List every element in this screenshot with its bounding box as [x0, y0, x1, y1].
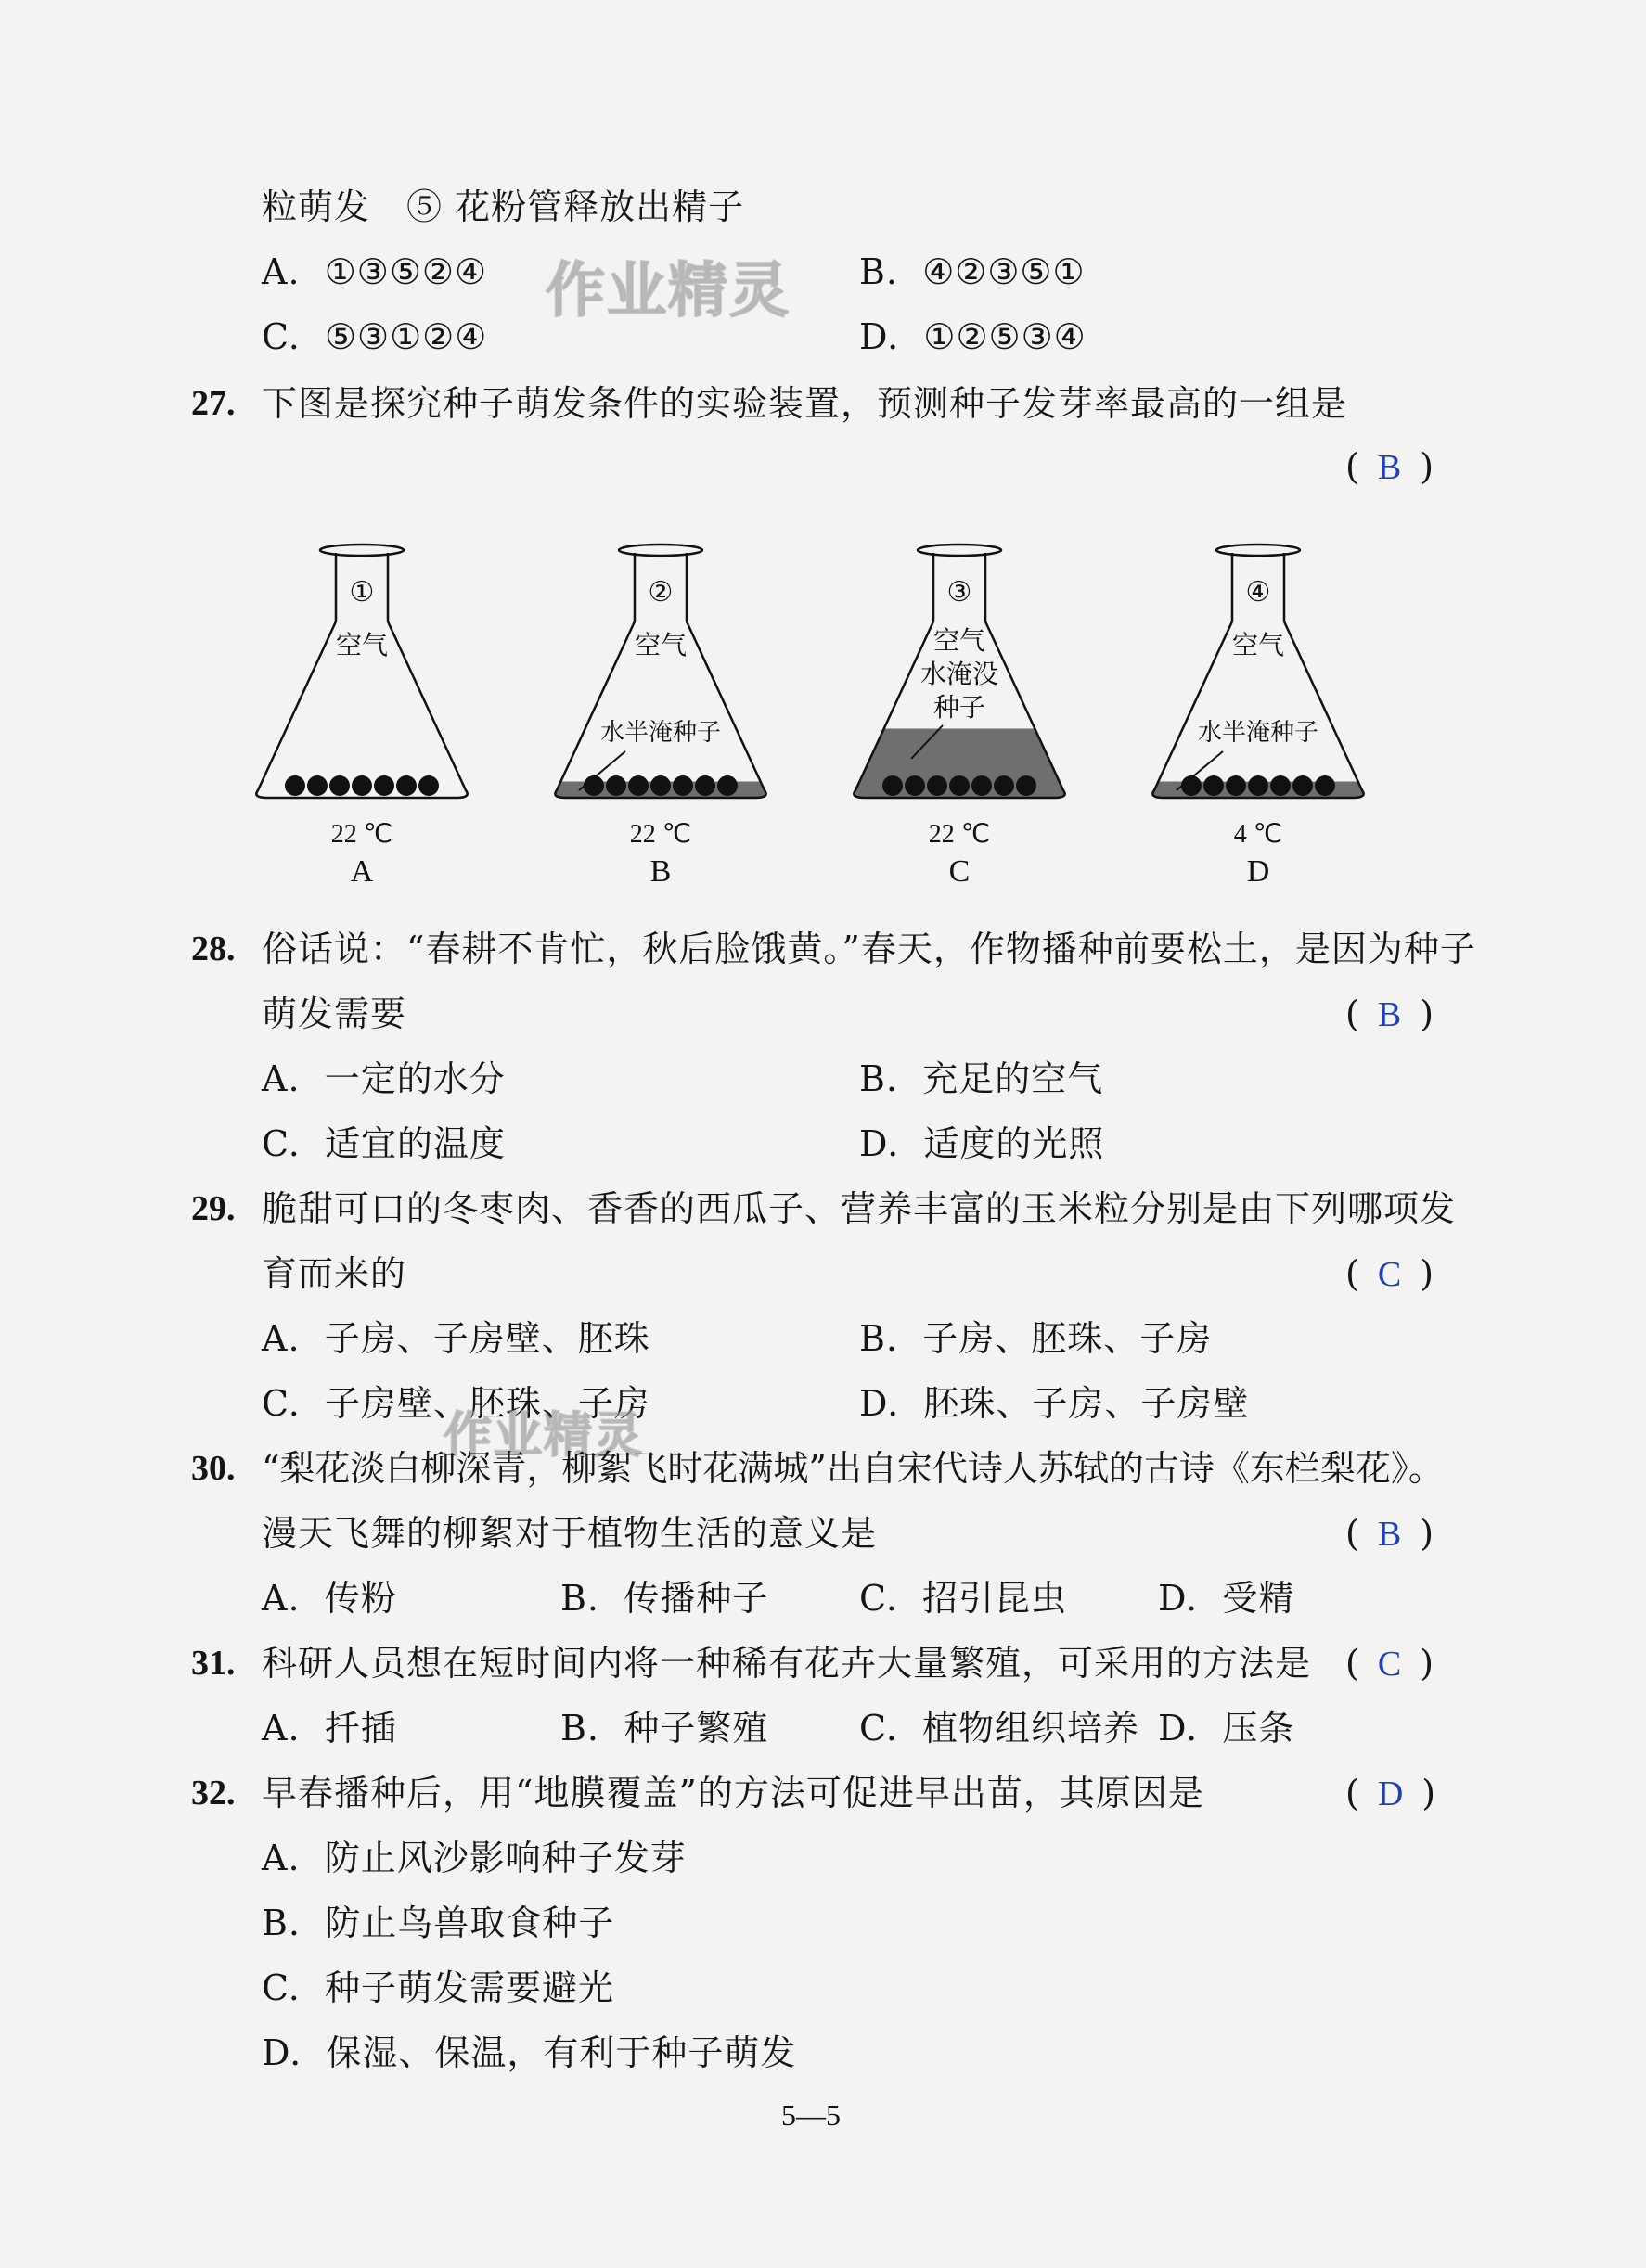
flask-num-1: ①	[349, 576, 375, 609]
q30-option-a: A. 传粉	[262, 1578, 397, 1619]
q32-number: 32.	[191, 1774, 236, 1813]
q28-option-c: C. 适宜的温度	[262, 1123, 506, 1164]
seed-2-5	[673, 775, 693, 796]
flask-2	[555, 545, 765, 889]
seed-3-5	[971, 775, 992, 796]
flask-caption-4: D	[1246, 854, 1270, 889]
seed-2-7	[717, 775, 738, 796]
q28-stem-line1: 俗话说：“春耕不肯忙，秋后脸饿黄。”春天，作物播种前要松土，是因为种子	[262, 929, 1476, 969]
seed-1-3	[329, 775, 350, 796]
q27-stem: 下图是探究种子萌发条件的实验装置，预测种子发芽率最高的一组是	[262, 383, 1348, 424]
q29-option-b: B. 子房、胚珠、子房	[859, 1318, 1213, 1359]
q32-option-c: C. 种子萌发需要避光	[262, 1967, 614, 2008]
q32-option-b: B. 防止鸟兽取食种子	[262, 1903, 615, 1943]
flask-num-2: ②	[648, 576, 674, 609]
flask-1	[256, 545, 467, 889]
seed-1-1	[285, 775, 305, 796]
seed-1-7	[418, 775, 439, 796]
flask-rim-3	[918, 545, 1001, 556]
seed-3-6	[994, 775, 1014, 796]
flask-rim-1	[320, 545, 404, 556]
q26-option-b: B. ④②③⑤①	[859, 251, 1086, 292]
flask-temp-4: 4 ℃	[1233, 820, 1283, 849]
q28-stem-line2: 萌发需要	[262, 993, 407, 1034]
seed-1-2	[307, 775, 328, 796]
q26-option-a: A. ①③⑤②④	[262, 251, 488, 292]
q30-answer: ( B )	[1345, 1513, 1434, 1554]
flask-4	[1152, 545, 1363, 889]
flask-label-water-4: 水半淹种子	[1197, 719, 1319, 747]
flask-caption-1: A	[350, 854, 374, 889]
seed-3-7	[1016, 775, 1036, 796]
q31-option-a: A. 扦插	[262, 1708, 397, 1749]
flask-label-water-2: 水半淹种子	[599, 719, 722, 747]
q30-option-d: D. 受精	[1158, 1578, 1295, 1619]
flask-label-3-2: 水淹没	[919, 659, 999, 689]
flask-label-air-1: 空气	[335, 630, 389, 660]
seed-1-6	[396, 775, 417, 796]
q31-stem: 科研人员想在短时间内将一种稀有花卉大量繁殖，可采用的方法是	[262, 1643, 1312, 1684]
q26-option-c: C. ⑤③①②④	[262, 316, 488, 357]
flask-caption-2: B	[649, 854, 672, 889]
q27-answer: ( B )	[1345, 446, 1434, 487]
q32-option-d: D. 保湿、保温，有利于种子萌发	[262, 2032, 797, 2073]
q30-number: 30.	[191, 1449, 236, 1488]
q29-option-a: A. 子房、子房壁、胚珠	[262, 1318, 650, 1359]
seed-3-2	[905, 775, 925, 796]
q29-stem-line2: 育而来的	[262, 1253, 407, 1294]
flask-rim-4	[1216, 545, 1300, 556]
seed-1-4	[352, 775, 372, 796]
flask-num-3: ③	[946, 576, 972, 609]
watermark-logo: 作业精灵	[546, 257, 791, 326]
q31-answer: ( C )	[1345, 1643, 1434, 1684]
seed-2-3	[628, 775, 649, 796]
flask-caption-3: C	[948, 854, 971, 889]
flask-num-4: ④	[1245, 576, 1271, 609]
flask-temp-3: 22 ℃	[928, 820, 991, 849]
seed-3-3	[927, 775, 947, 796]
q28-answer: ( B )	[1345, 993, 1434, 1034]
q29-stem-line1: 脆甜可口的冬枣肉、香香的西瓜子、营养丰富的玉米粒分别是由下列哪项发	[262, 1188, 1457, 1229]
seed-3-4	[949, 775, 970, 796]
q29-answer: ( C )	[1345, 1253, 1434, 1294]
watermark-logo-2: 作业精灵	[444, 1408, 645, 1464]
seed-2-4	[650, 775, 671, 796]
q30-stem-line2: 漫天飞舞的柳絮对于植物生活的意义是	[262, 1513, 878, 1554]
q32-stem: 早春播种后，用“地膜覆盖”的方法可促进早出苗，其原因是	[262, 1773, 1204, 1813]
seed-4-4	[1248, 775, 1268, 796]
q26-option-d: D. ①②⑤③④	[859, 316, 1087, 357]
q31-number: 31.	[191, 1644, 236, 1683]
q30-option-b: B. 传播种子	[560, 1578, 769, 1619]
q26-continuation: 粒萌发 ⑤ 花粉管释放出精子	[262, 186, 745, 227]
seed-1-5	[374, 775, 394, 796]
q28-number: 28.	[191, 929, 236, 968]
q29-option-d: D. 胚珠、子房、子房壁	[859, 1383, 1250, 1424]
q28-option-b: B. 充足的空气	[859, 1058, 1104, 1099]
q29-number: 29.	[191, 1189, 236, 1228]
flask-diagram	[241, 529, 1392, 900]
q28-option-d: D. 适度的光照	[859, 1123, 1105, 1164]
flask-label-3-3: 种子	[932, 692, 986, 723]
q31-option-d: D. 压条	[1158, 1708, 1295, 1749]
q30-stem-line1: “梨花淡白柳深青，柳絮飞时花满城”出自宋代诗人苏轼的古诗《东栏梨花》。	[262, 1448, 1444, 1489]
q29-option-c: C. 子房壁、胚珠、子房	[262, 1383, 650, 1424]
flask-rim-2	[619, 545, 702, 556]
seed-2-6	[695, 775, 715, 796]
flask-label-air-2: 空气	[634, 630, 688, 660]
seed-3-1	[882, 775, 903, 796]
flask-label-3-1: 空气	[932, 625, 986, 656]
q27-number: 27.	[191, 384, 236, 423]
seed-4-7	[1315, 775, 1335, 796]
q31-option-b: B. 种子繁殖	[560, 1708, 769, 1749]
seed-4-6	[1292, 775, 1313, 796]
q31-option-c: C. 植物组织培养	[859, 1708, 1139, 1749]
q32-option-a: A. 防止风沙影响种子发芽	[262, 1838, 687, 1878]
seed-4-3	[1226, 775, 1246, 796]
page-number: 5—5	[781, 2098, 841, 2132]
seed-4-2	[1203, 775, 1224, 796]
seed-4-5	[1270, 775, 1291, 796]
q28-option-a: A. 一定的水分	[262, 1058, 506, 1099]
flask-temp-1: 22 ℃	[330, 820, 393, 849]
q32-answer: ( D )	[1345, 1773, 1436, 1813]
q30-option-c: C. 招引昆虫	[859, 1578, 1067, 1619]
flask-label-air-4: 空气	[1231, 630, 1285, 660]
seed-2-2	[606, 775, 626, 796]
flask-temp-2: 22 ℃	[629, 820, 692, 849]
flask-3	[854, 545, 1064, 889]
